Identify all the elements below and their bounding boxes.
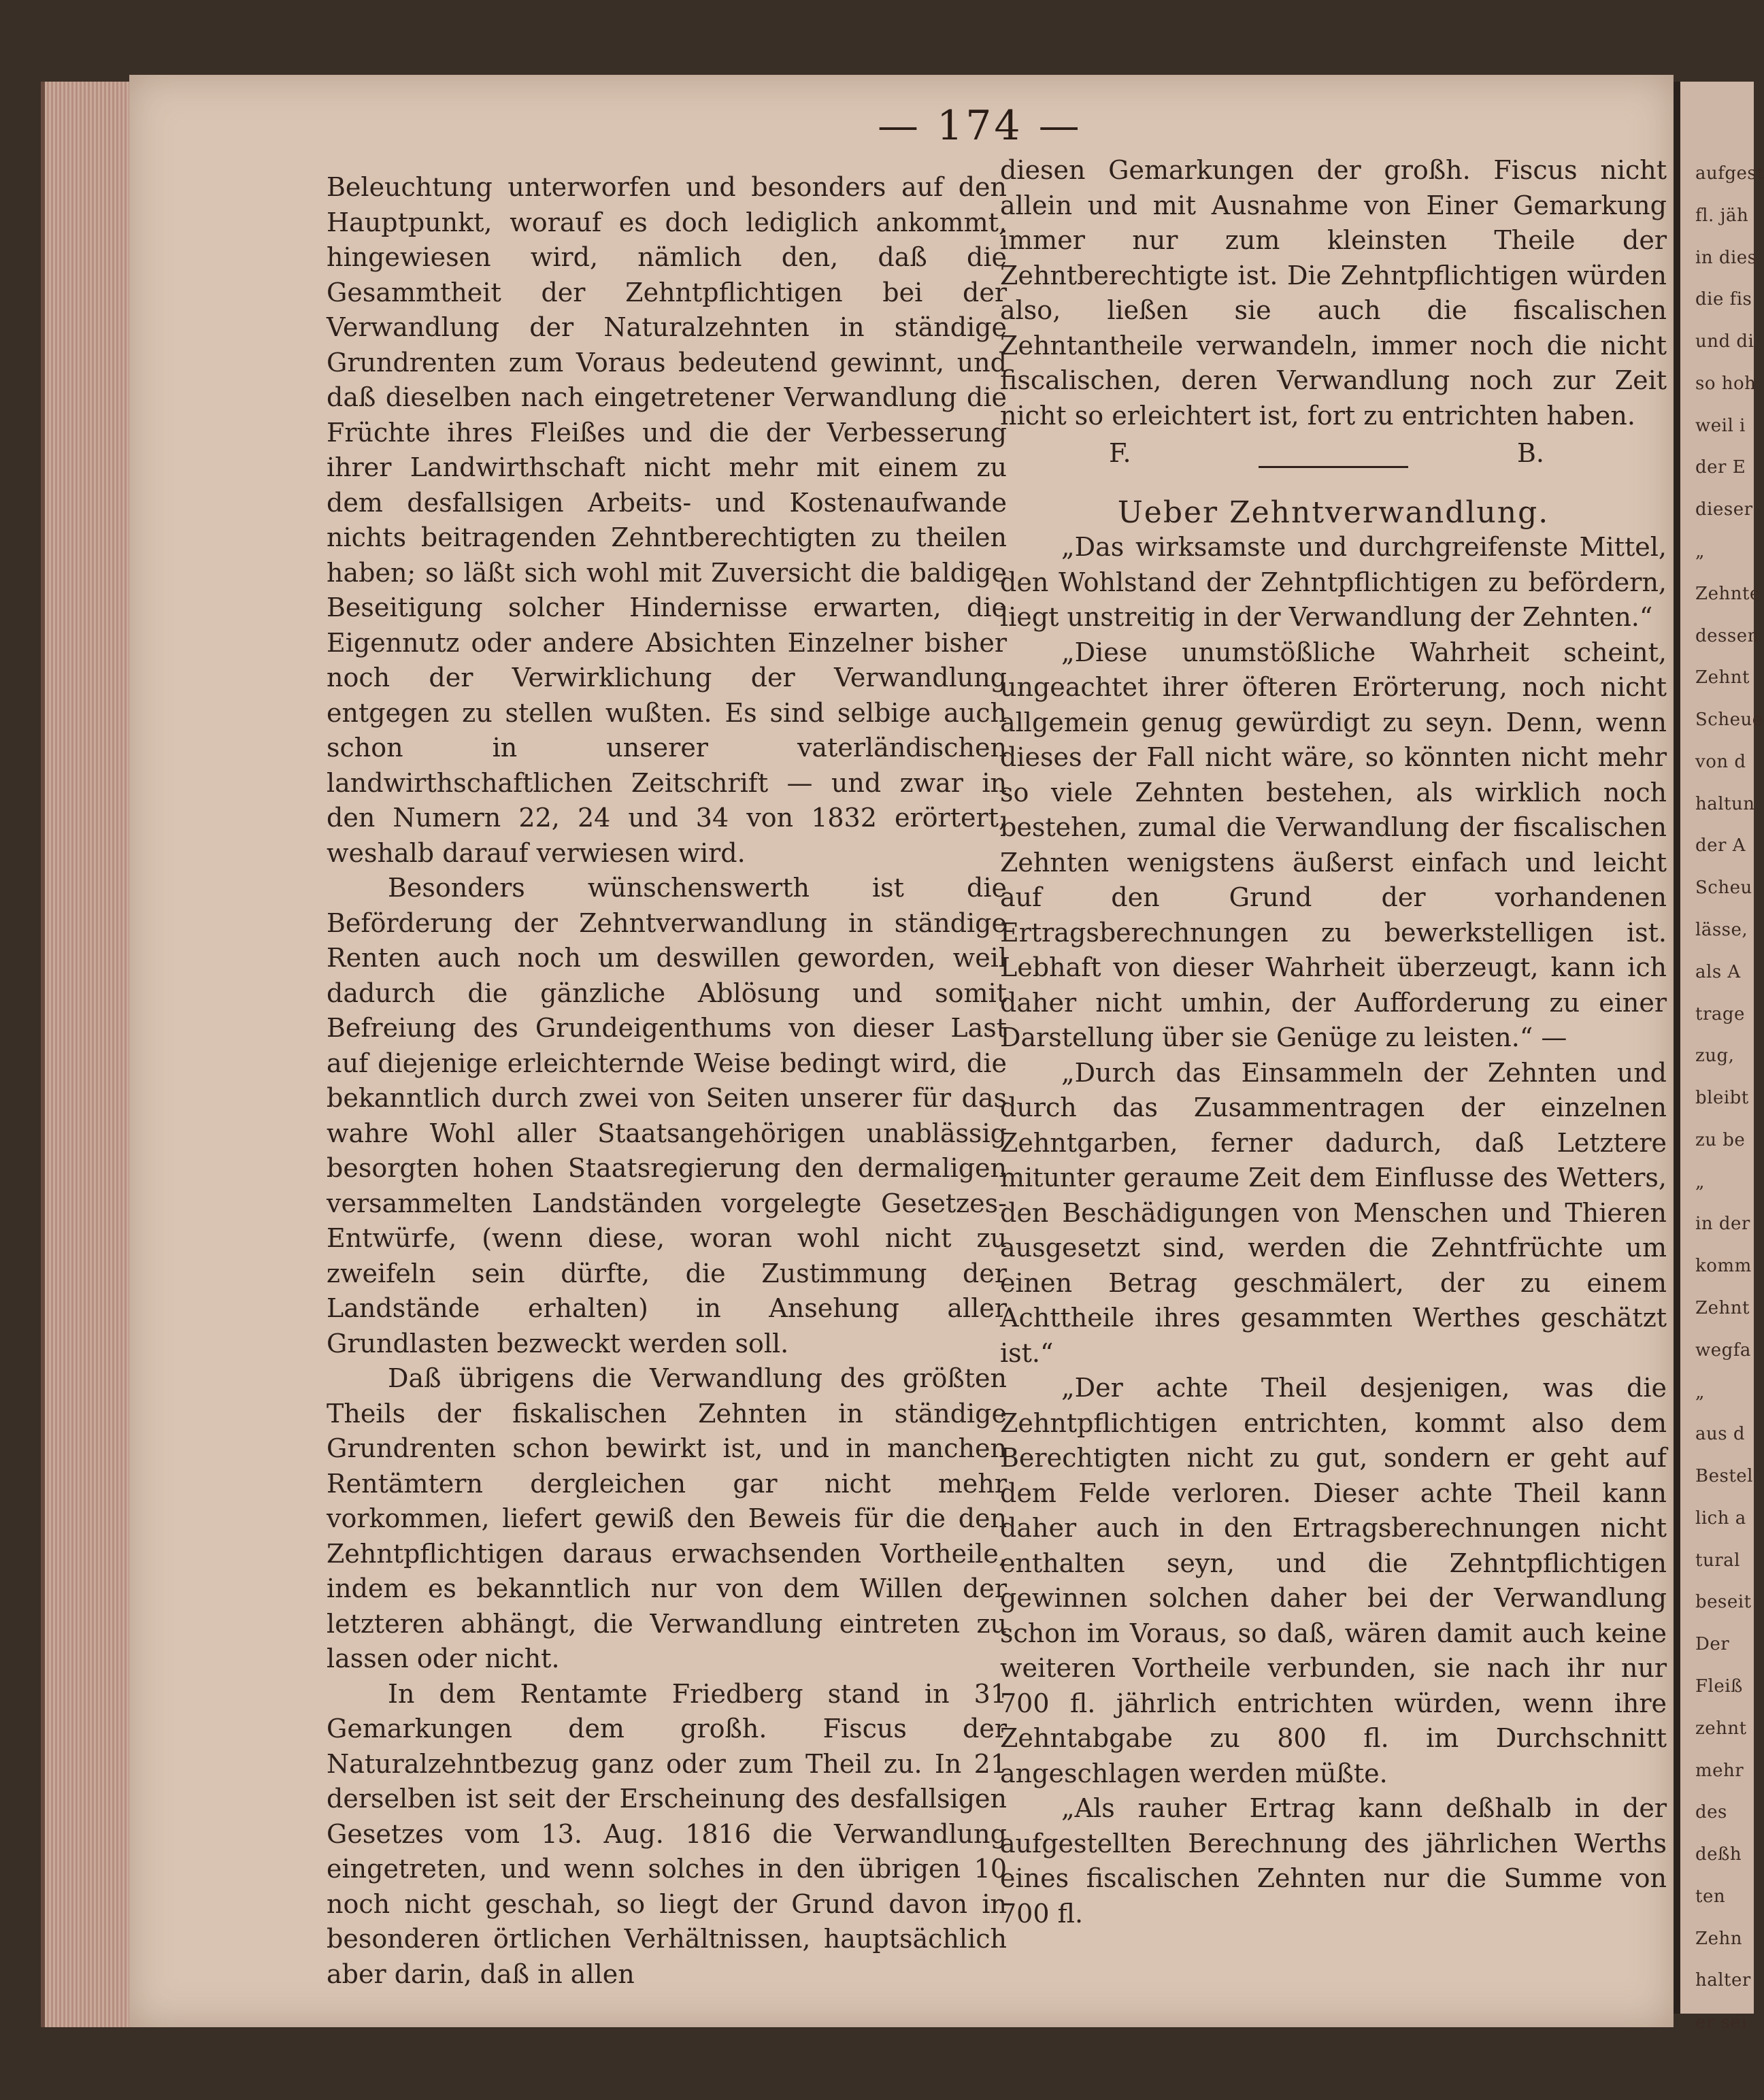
adjacent-page-fragment: der E	[1695, 457, 1746, 478]
adjacent-page-fragment: Scheu	[1695, 878, 1752, 899]
adjacent-page-fragment: weil i	[1695, 415, 1746, 436]
adjacent-page-fragment: als A	[1695, 961, 1741, 982]
adjacent-page-fragment: trage	[1695, 1003, 1745, 1024]
adjacent-page-fragment: deßh	[1695, 1844, 1742, 1865]
adjacent-page-fragment: ten	[1695, 1886, 1726, 1907]
adjacent-page-fragment: dessen	[1695, 625, 1759, 646]
paragraph: Beleuchtung unterworfen und besonders auf den Hauptpunkt, worauf es doch lediglich ankommt, hingewiesen wird, nämlich den, daß die Gesammtheit der Zehntpflichtigen bei der Verwandlung der Naturalzehnten in ständige Grundrenten zum Voraus bedeutend gewinnt, und daß dieselben nach eingetretener Verwandlung die Früchte ihres Fleißes und die der Verbesserung ihrer Landwirthschaft nicht mehr mit einem zu dem desfallsigen Arbeits- und Kostenaufwande nichts beitragenden Zehntberechtigten zu theilen haben; so läßt sich wohl mit Zuversicht die baldige Beseitigung solcher Hindernisse erwarten, die Eigennutz oder andere Absichten Einzelner bisher noch der Verwirklichung der Verwandlung entgegen zu stellen wußten. Es sind selbige auch schon in unserer vaterländischen landwirthschaftlichen Zeitschrift — und zwar in den Numern 22, 24 und 34 von 1832 erörtert, weshalb darauf verwiesen wird.	[327, 172, 1007, 868]
paragraph: diesen Gemarkungen der großh. Fiscus nicht allein und mit Ausnahme von Einer Gemarkung immer nur zum kleinsten Theile der Zehntberechtigte ist. Die Zehntpflichtigen würden also, ließen sie auch die fiscalischen Zehntantheile verwandeln, immer noch die nicht fiscalischen, deren Verwandlung noch zur Zeit nicht so erleichtert ist, fort zu entrichten haben.	[1000, 155, 1667, 431]
adjacent-page-fragment: des	[1695, 1802, 1727, 1823]
adjacent-page-fragment: die fis	[1695, 289, 1752, 310]
adjacent-page-fragment: der A	[1695, 835, 1746, 856]
adjacent-page-fragment: Zehn	[1695, 1928, 1742, 1949]
adjacent-page-fragment: „	[1695, 541, 1705, 562]
adjacent-page-fragment: dieser	[1695, 499, 1753, 520]
right-column	[1000, 153, 1667, 1931]
page-edges-left	[41, 82, 140, 2027]
adjacent-page-fragment: beseit	[1695, 1592, 1752, 1613]
paragraph: „Diese unumstößliche Wahrheit scheint, ungeachtet ihrer öfteren Erörterung, noch nicht allgemein genug gewürdigt zu seyn. Denn, wenn dieses der Fall nicht wäre, so könnten nicht mehr so viele Zehnten bestehen, als wirklich noch bestehen, zumal die Verwandlung der fiscalischen Zehnten wenigstens äußerst einfach und leicht auf den Grund der vorhandenen Ertragsberechnungen zu bewerkstelligen ist. Lebhaft von dieser Wahrheit überzeugt, kann ich daher nicht umhin, der Aufforderung zu einer Darstellung über sie Genüge zu leisten.“ —	[1000, 637, 1667, 1052]
adjacent-page-fragment: Scheue	[1695, 710, 1763, 731]
adjacent-page-fragment: komm	[1695, 1256, 1752, 1277]
adjacent-page-fragment: Zehnte	[1695, 583, 1761, 604]
adjacent-page-fragment: „	[1695, 1382, 1705, 1403]
page-number: — 174 —	[878, 102, 1082, 150]
adjacent-page-fragment: Zehnt	[1695, 1298, 1750, 1318]
adjacent-page-fragment: so hoh	[1695, 373, 1757, 394]
adjacent-page-fragment: halter	[1695, 1970, 1751, 1991]
paragraph: „Das wirksamste und durchgreifenste Mittel, den Wohlstand der Zehntpflichtigen zu befördern, liegt unstreitig in der Verwandlung der Zehnten.“	[1000, 532, 1667, 632]
signature-initial-right: B.	[1516, 438, 1544, 468]
adjacent-page-edge	[1674, 82, 1764, 2033]
article-heading: Ueber Zehntverwandlung.	[1117, 495, 1550, 530]
paragraph: „Als rauher Ertrag kann deßhalb in der aufgestellten Berechnung des jährlichen Werths eines fiscalischen Zehnten nur die Summe von 700 fl.	[1000, 1793, 1667, 1929]
adjacent-page-fragment: bleibt	[1695, 1088, 1749, 1109]
paragraph: „Der achte Theil desjenigen, was die Zehntpflichtigen entrichten, kommt also dem Berechtigten nicht zu gut, sondern er geht auf dem Felde verloren. Dieser achte Theil kann daher auch in den Ertragsberechnungen nicht enthalten seyn, und die Zehntpflichtigen gewinnen solchen daher bei der Verwandlung schon im Voraus, so daß, wären damit auch keine weiteren Vortheile verbunden, sie nach ihr nur 700 fl. jährlich entrichten würden, wenn ihre Zehntabgabe zu 800 fl. im Durchschnitt angeschlagen werden müßte.	[1000, 1373, 1667, 1788]
left-column	[327, 170, 1007, 1992]
adjacent-page-fragment: Bestel	[1695, 1466, 1753, 1487]
adjacent-page-fragment: Fleiß	[1695, 1676, 1743, 1697]
adjacent-page-fragment: er sei	[1695, 2012, 1748, 2033]
adjacent-page-fragment: lich a	[1695, 1507, 1746, 1529]
signature-initial-left: F.	[1109, 438, 1131, 468]
adjacent-page-fragment: in dies	[1695, 247, 1757, 268]
paragraph: In dem Rentamte Friedberg stand in 31 Gemarkungen dem großh. Fiscus der Naturalzehntbezug ganz oder zum Theil zu. In 21 derselben ist seit der Erscheinung des desfallsigen Gesetzes vom 13. Aug. 1816 die Verwandlung eingetreten, und wenn solches in den übrigen 10 noch nicht geschah, so liegt der Grund davon in besonderen örtlichen Verhältnissen, hauptsächlich aber darin, daß in allen	[327, 1678, 1007, 1989]
adjacent-page-fragment: zu be	[1695, 1129, 1746, 1150]
adjacent-page-fragment: aufgest	[1695, 163, 1764, 184]
adjacent-page-fragment: fl. jäh	[1695, 205, 1749, 226]
adjacent-page-fragment: lässe,	[1695, 920, 1748, 940]
adjacent-page-fragment: Zehnt	[1695, 667, 1750, 688]
adjacent-page-fragment: Der	[1695, 1634, 1730, 1655]
adjacent-page-fragment: wegfa	[1695, 1339, 1751, 1361]
adjacent-page-fragment: und di	[1695, 331, 1754, 352]
adjacent-page-fragment: aus d	[1695, 1424, 1745, 1445]
adjacent-page-fragment: von d	[1695, 751, 1746, 772]
adjacent-page-fragment: „	[1695, 1171, 1705, 1193]
adjacent-page-fragment: tural	[1695, 1550, 1740, 1571]
adjacent-page-fragment: in der	[1695, 1214, 1750, 1235]
adjacent-page-fragment: mehr	[1695, 1760, 1744, 1781]
adjacent-page-fragment: zug,	[1695, 1046, 1735, 1067]
paragraph: „Durch das Einsammeln der Zehnten und durch das Zusammentragen der einzelnen Zehntgarben, ferner dadurch, daß Letztere mitunter geraume Zeit dem Einflusse des Wetters, den Beschädigungen von Menschen und Thieren ausgesetzt sind, werden die Zehntfrüchte um einen Betrag geschmälert, der zu einem Achttheile ihres gesammten Werthes geschätzt ist.“	[1000, 1057, 1667, 1368]
paragraph: Besonders wünschenswerth ist die Beförderung der Zehntverwandlung in ständige Renten auch noch um deswillen geworden, weil dadurch die gänzliche Ablösung und somit Befreiung des Grundeigenthums von dieser Last auf diejenige erleichternde Weise bedingt wird, die bekanntlich durch zwei von Seiten unserer für das wahre Wohl aller Staatsangehörigen unablässig besorgten hohen Staatsregierung den dermaligen versammelten Landständen vorgelegte Gesetzes-Entwürfe, (wenn diese, woran wohl nicht zu zweifeln sein dürfte, die Zustimmung der Landstände erhalten) in Ansehung aller Grundlasten bezweckt werden soll.	[327, 873, 1007, 1359]
adjacent-page-fragment: haltun	[1695, 793, 1755, 814]
paragraph: Daß übrigens die Verwandlung des größten Theils der fiskalischen Zehnten in ständige Grundrenten schon bewirkt ist, und in manchen Rentämtern dergleichen gar nicht mehr vorkommen, liefert gewiß den Beweis für die den Zehntpflichtigen daraus erwachsenden Vortheile, indem es bekanntlich nur von dem Willen der letzteren abhängt, die Verwandlung eintreten zu lassen oder nicht.	[327, 1363, 1007, 1673]
separator-rule	[1259, 466, 1408, 468]
adjacent-page-fragment: zehnt	[1695, 1718, 1747, 1739]
